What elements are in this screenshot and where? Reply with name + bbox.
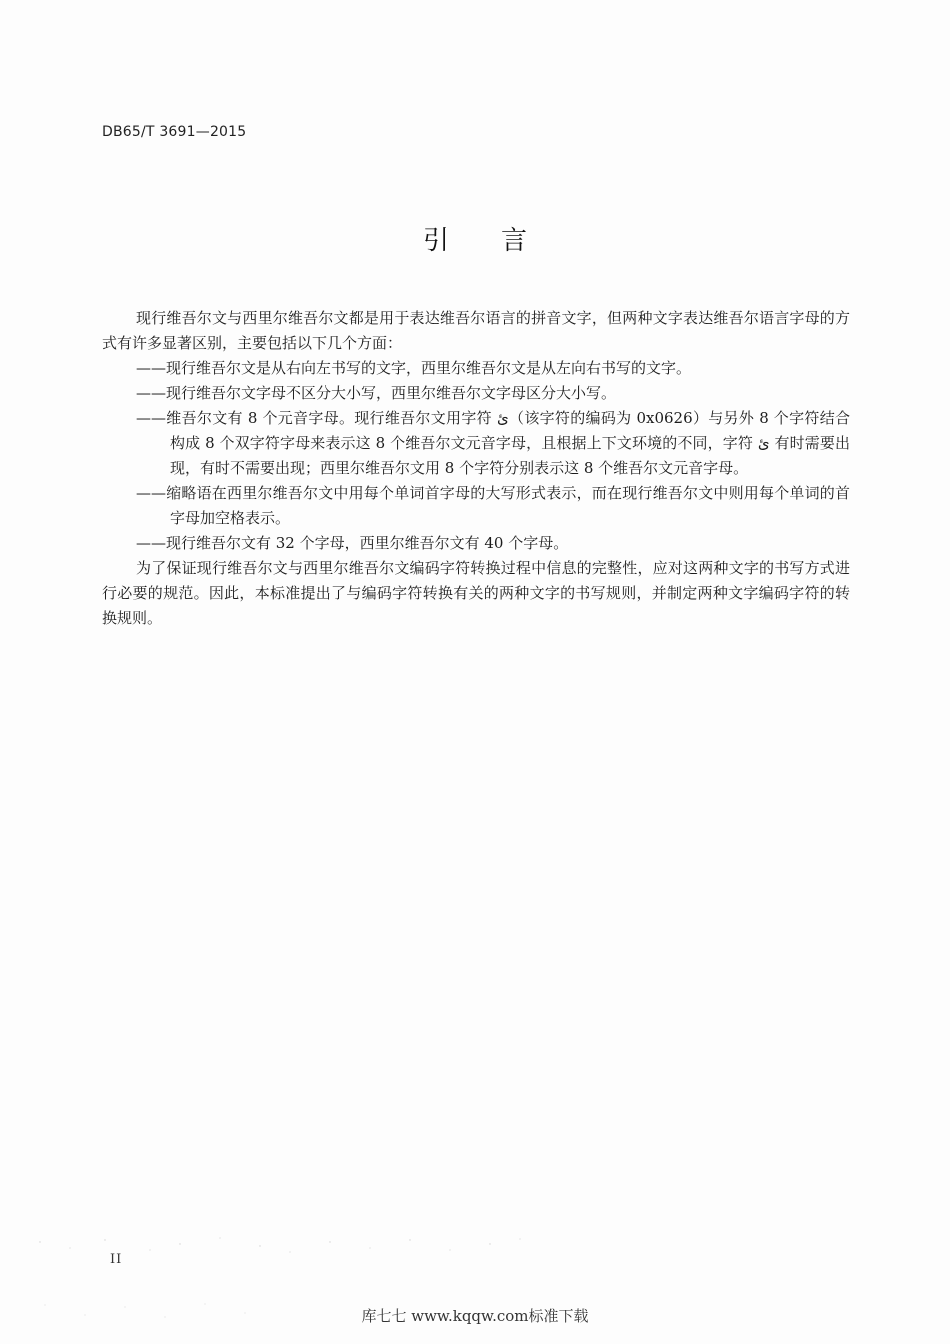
intro-paragraph: 现行维吾尔文与西里尔维吾尔文都是用于表达维吾尔语言的拼音文字，但两种文字表达维吾尔语言字母的方式有许多显著区别，主要包括以下几个方面： — [102, 309, 850, 352]
scan-noise — [30, 1230, 530, 1260]
watermark-text: 库七七 www.kqqw.com标准下载 — [361, 1307, 589, 1325]
standard-code: DB65/T 3691—2015 — [102, 124, 247, 140]
list-item: ——现行维吾尔文字母不区分大小写，西里尔维吾尔文字母区分大小写。 — [136, 384, 617, 402]
list-item: ——维吾尔文有 8 个元音字母。现行维吾尔文用字符 ئ（该字符的编码为 0x0626）与另外 8 个字符结合构成 8 个双字符字母来表示这 8 个维吾尔文元音字母，且根据上下文环境的不同，字符 ئ 有时需要出现，有时不需要出现；西里尔维吾尔文用 8 个字符分别表示这 8 个维吾尔文元音字母。 — [136, 409, 850, 477]
body-content — [102, 306, 850, 631]
section-title: 引言 — [422, 226, 579, 256]
list-item: ——现行维吾尔文有 32 个字母，西里尔维吾尔文有 40 个字母。 — [136, 534, 569, 552]
list-item: ——现行维吾尔文是从右向左书写的文字，西里尔维吾尔文是从左向右书写的文字。 — [136, 359, 692, 377]
page-number: II — [110, 1252, 123, 1267]
closing-paragraph: 为了保证现行维吾尔文与西里尔维吾尔文编码字符转换过程中信息的完整性，应对这两种文字的书写方式进行必要的规范。因此，本标准提出了与编码字符转换有关的两种文字的书写规则，并制定两种文字编码字符的转换规则。 — [102, 559, 850, 627]
list-item: ——缩略语在西里尔维吾尔文中用每个单词首字母的大写形式表示，而在现行维吾尔文中则用每个单词的首字母加空格表示。 — [136, 484, 850, 527]
